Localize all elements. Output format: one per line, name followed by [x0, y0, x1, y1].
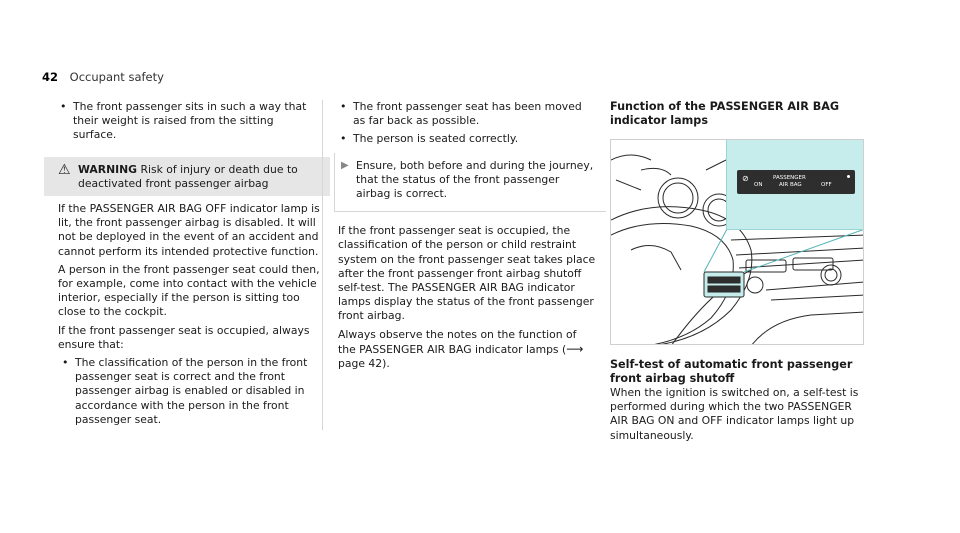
lamp-on-label: ON [754, 182, 763, 188]
warning-paragraph: If the PASSENGER AIR BAG OFF indicator lamp is lit, the front passenger airbag is disabled. It will not be deployed in the event of an accident and cannot perform its intended protective function. [58, 202, 320, 258]
page-link[interactable]: page 42 [338, 357, 383, 371]
paragraph [338, 328, 596, 372]
column-3 [610, 100, 870, 128]
column-1 [58, 100, 320, 431]
passenger-airbag-indicator-panel [737, 170, 855, 194]
warning-box [44, 157, 330, 427]
column-2 [338, 100, 596, 375]
action-step [334, 153, 606, 213]
warning-paragraph: If the front passenger seat is occupied, always ensure that: [58, 323, 310, 351]
action-text: Ensure, both before and during the journey, that the status of the front passenger airbag is correct. [356, 158, 594, 201]
paragraph-end: ). [382, 357, 390, 371]
warning-header [44, 157, 330, 196]
list-item: • The classification of the person in the front passenger seat is correct and the front passenger airbag is enabled or disabled in accordance with the person in the front passenger seat. [60, 356, 320, 427]
warning-paragraph: A person in the front passenger seat could then, for example, come into contact with the vehicle interior, especially if the person is sitting too close to the cockpit. [58, 262, 320, 319]
lamp-name-line-1: PASSENGER [773, 175, 806, 181]
warning-body [44, 196, 330, 427]
self-test-section [610, 358, 870, 443]
paragraph-text: Always observe the notes on the function of the PASSENGER AIR BAG indicator lamps ( [338, 327, 577, 356]
dashboard-illustration [610, 139, 864, 345]
list-item: • The front passenger seat has been moved as far back as possible. [338, 100, 596, 128]
self-test-text: When the ignition is switched on, a self-test is performed during which the two PASSENGER AIR BAG ON and OFF indicator lamps light up simultaneously. [610, 386, 859, 442]
lamp-name-line-2: AIR BAG [779, 182, 802, 188]
page-header [42, 70, 164, 84]
play-arrow-icon: ▶ [341, 159, 349, 171]
column-divider [322, 100, 323, 430]
warning-label: WARNING [78, 162, 138, 176]
self-test-heading: Self-test of automatic front passenger front airbag shutoff [610, 358, 853, 385]
body-text [338, 224, 596, 371]
list-item: • The front passenger sits in such a way that their weight is raised from the sitting surface. [58, 100, 316, 143]
cross-reference-arrow-icon: ⟶ [566, 341, 584, 356]
indicator-dot-icon [847, 175, 850, 178]
lamp-off-label: OFF [821, 182, 832, 188]
list-item: • The person is seated correctly. [338, 132, 596, 146]
airbag-crossed-icon: ⊘ [742, 174, 749, 183]
page-number: 42 [42, 70, 59, 84]
paragraph: If the front passenger seat is occupied, the classification of the person or child restraint system on the front passenger seat takes place after the front passenger front airbag shutoff self-test. The PASSENGER AIR BAG indicator lamps display the status of the front passenger front airbag. [338, 224, 596, 323]
warning-triangle-icon: ⚠ [58, 161, 71, 178]
section-heading: Function of the PASSENGER AIR BAG indicator lamps [610, 100, 840, 127]
warning-title: Risk of injury or death due to deactivated front passenger airbag [78, 162, 298, 190]
section-title: Occupant safety [69, 70, 164, 84]
indicator-lamp-inset [726, 140, 864, 230]
